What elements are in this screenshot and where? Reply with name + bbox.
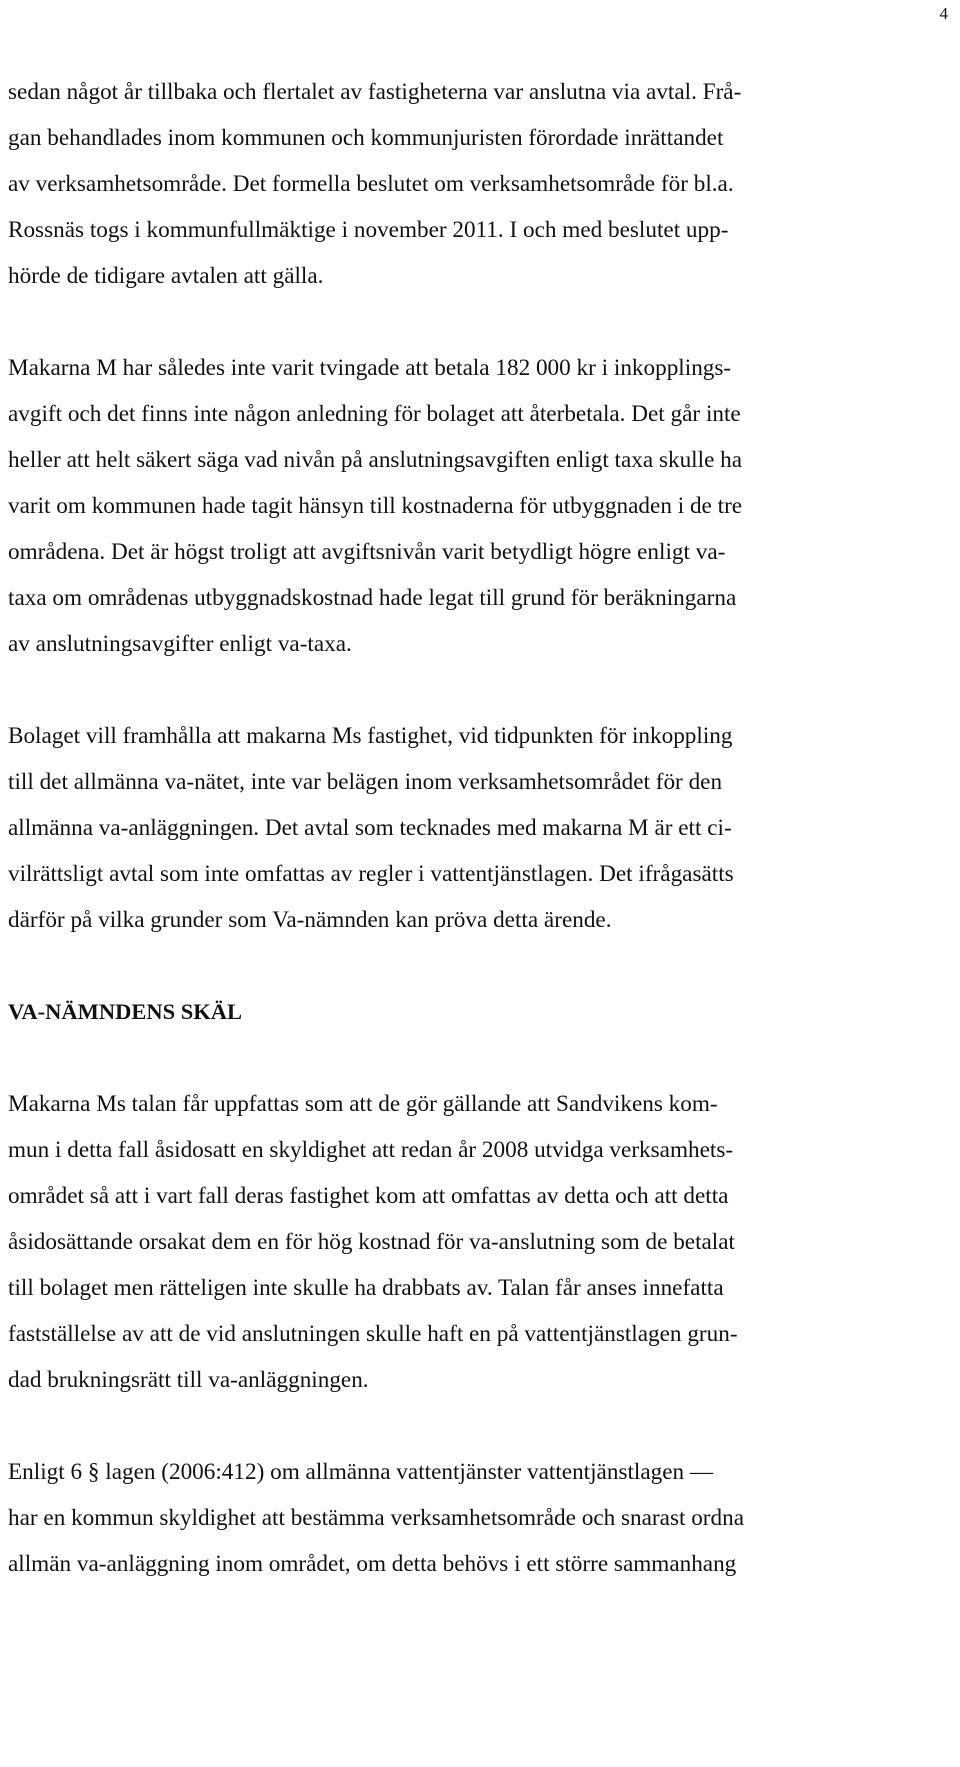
paragraph-spacer (8, 1035, 948, 1081)
text-line: till det allmänna va-nätet, inte var belägen inom verksamhetsområdet för den (8, 769, 723, 795)
paragraph-spacer (8, 299, 948, 345)
paragraph (8, 345, 948, 667)
paragraph (8, 69, 948, 299)
text-line: mun i detta fall åsidosatt en skyldighet att redan år 2008 utvidga verksamhets- (8, 1137, 734, 1163)
text-line: har en kommun skyldighet att bestämma verksamhetsområde och snarast ordna (8, 1505, 744, 1531)
text-line: av verksamhetsområde. Det formella beslutet om verksamhetsområde för bl.a. (8, 171, 734, 197)
text-line: Enligt 6 § lagen (2006:412) om allmänna vattentjänster vattentjänstlagen — (8, 1459, 714, 1485)
text-line: åsidosättande orsakat dem en för hög kostnad för va-anslutning som de betalat (8, 1229, 735, 1255)
text-line: varit om kommunen hade tagit hänsyn till kostnaderna för utbyggnaden i de tre (8, 493, 743, 519)
text-line: dad brukningsrätt till va-anläggningen. (8, 1367, 369, 1393)
paragraph-spacer (8, 1403, 948, 1449)
text-line: Bolaget vill framhålla att makarna Ms fastighet, vid tidpunkten för inkoppling (8, 723, 733, 749)
text-line: sedan något år tillbaka och flertalet av fastigheterna var anslutna via avtal. Frå- (8, 79, 742, 105)
text-line: avgift och det finns inte någon anledning för bolaget att återbetala. Det går inte (8, 401, 741, 427)
text-line: fastställelse av att de vid anslutningen skulle haft en på vattentjänstlagen grun- (8, 1321, 738, 1347)
text-line: till bolaget men rätteligen inte skulle ha drabbats av. Talan får anses innefatta (8, 1275, 724, 1301)
document-body (8, 69, 948, 1587)
text-line: vilrättsligt avtal som inte omfattas av regler i vattentjänstlagen. Det ifrågasätts (8, 861, 734, 887)
paragraph-spacer (8, 667, 948, 713)
text-line: allmän va-anläggning inom området, om detta behövs i ett större sammanhang (8, 1551, 737, 1577)
text-line: heller att helt säkert säga vad nivån på anslutningsavgiften enligt taxa skulle ha (8, 447, 743, 473)
text-line: området så att i vart fall deras fastighet kom att omfattas av detta och att detta (8, 1183, 729, 1209)
text-line: av anslutningsavgifter enligt va-taxa. (8, 631, 352, 657)
paragraph (8, 713, 948, 943)
text-line: allmänna va-anläggningen. Det avtal som tecknades med makarna M är ett ci- (8, 815, 732, 841)
page-number: 4 (939, 4, 948, 23)
section-heading: VA-NÄMNDENS SKÄL (8, 999, 242, 1024)
text-line: Makarna M har således inte varit tvingade att betala 182 000 kr i inkopplings- (8, 355, 732, 381)
text-line: Rossnäs togs i kommunfullmäktige i november 2011. I och med beslutet upp- (8, 217, 729, 243)
text-line: därför på vilka grunder som Va-nämnden kan pröva detta ärende. (8, 907, 612, 933)
paragraph (8, 1449, 948, 1587)
paragraph (8, 1081, 948, 1403)
text-line: gan behandlades inom kommunen och kommunjuristen förordade inrättandet (8, 125, 724, 151)
text-line: Makarna Ms talan får uppfattas som att de gör gällande att Sandvikens kom- (8, 1091, 718, 1117)
text-line: taxa om områdenas utbyggnadskostnad hade legat till grund för beräkningarna (8, 585, 737, 611)
text-line: hörde de tidigare avtalen att gälla. (8, 263, 324, 289)
text-line: områdena. Det är högst troligt att avgiftsnivån varit betydligt högre enligt va- (8, 539, 726, 565)
paragraph-spacer (8, 943, 948, 989)
